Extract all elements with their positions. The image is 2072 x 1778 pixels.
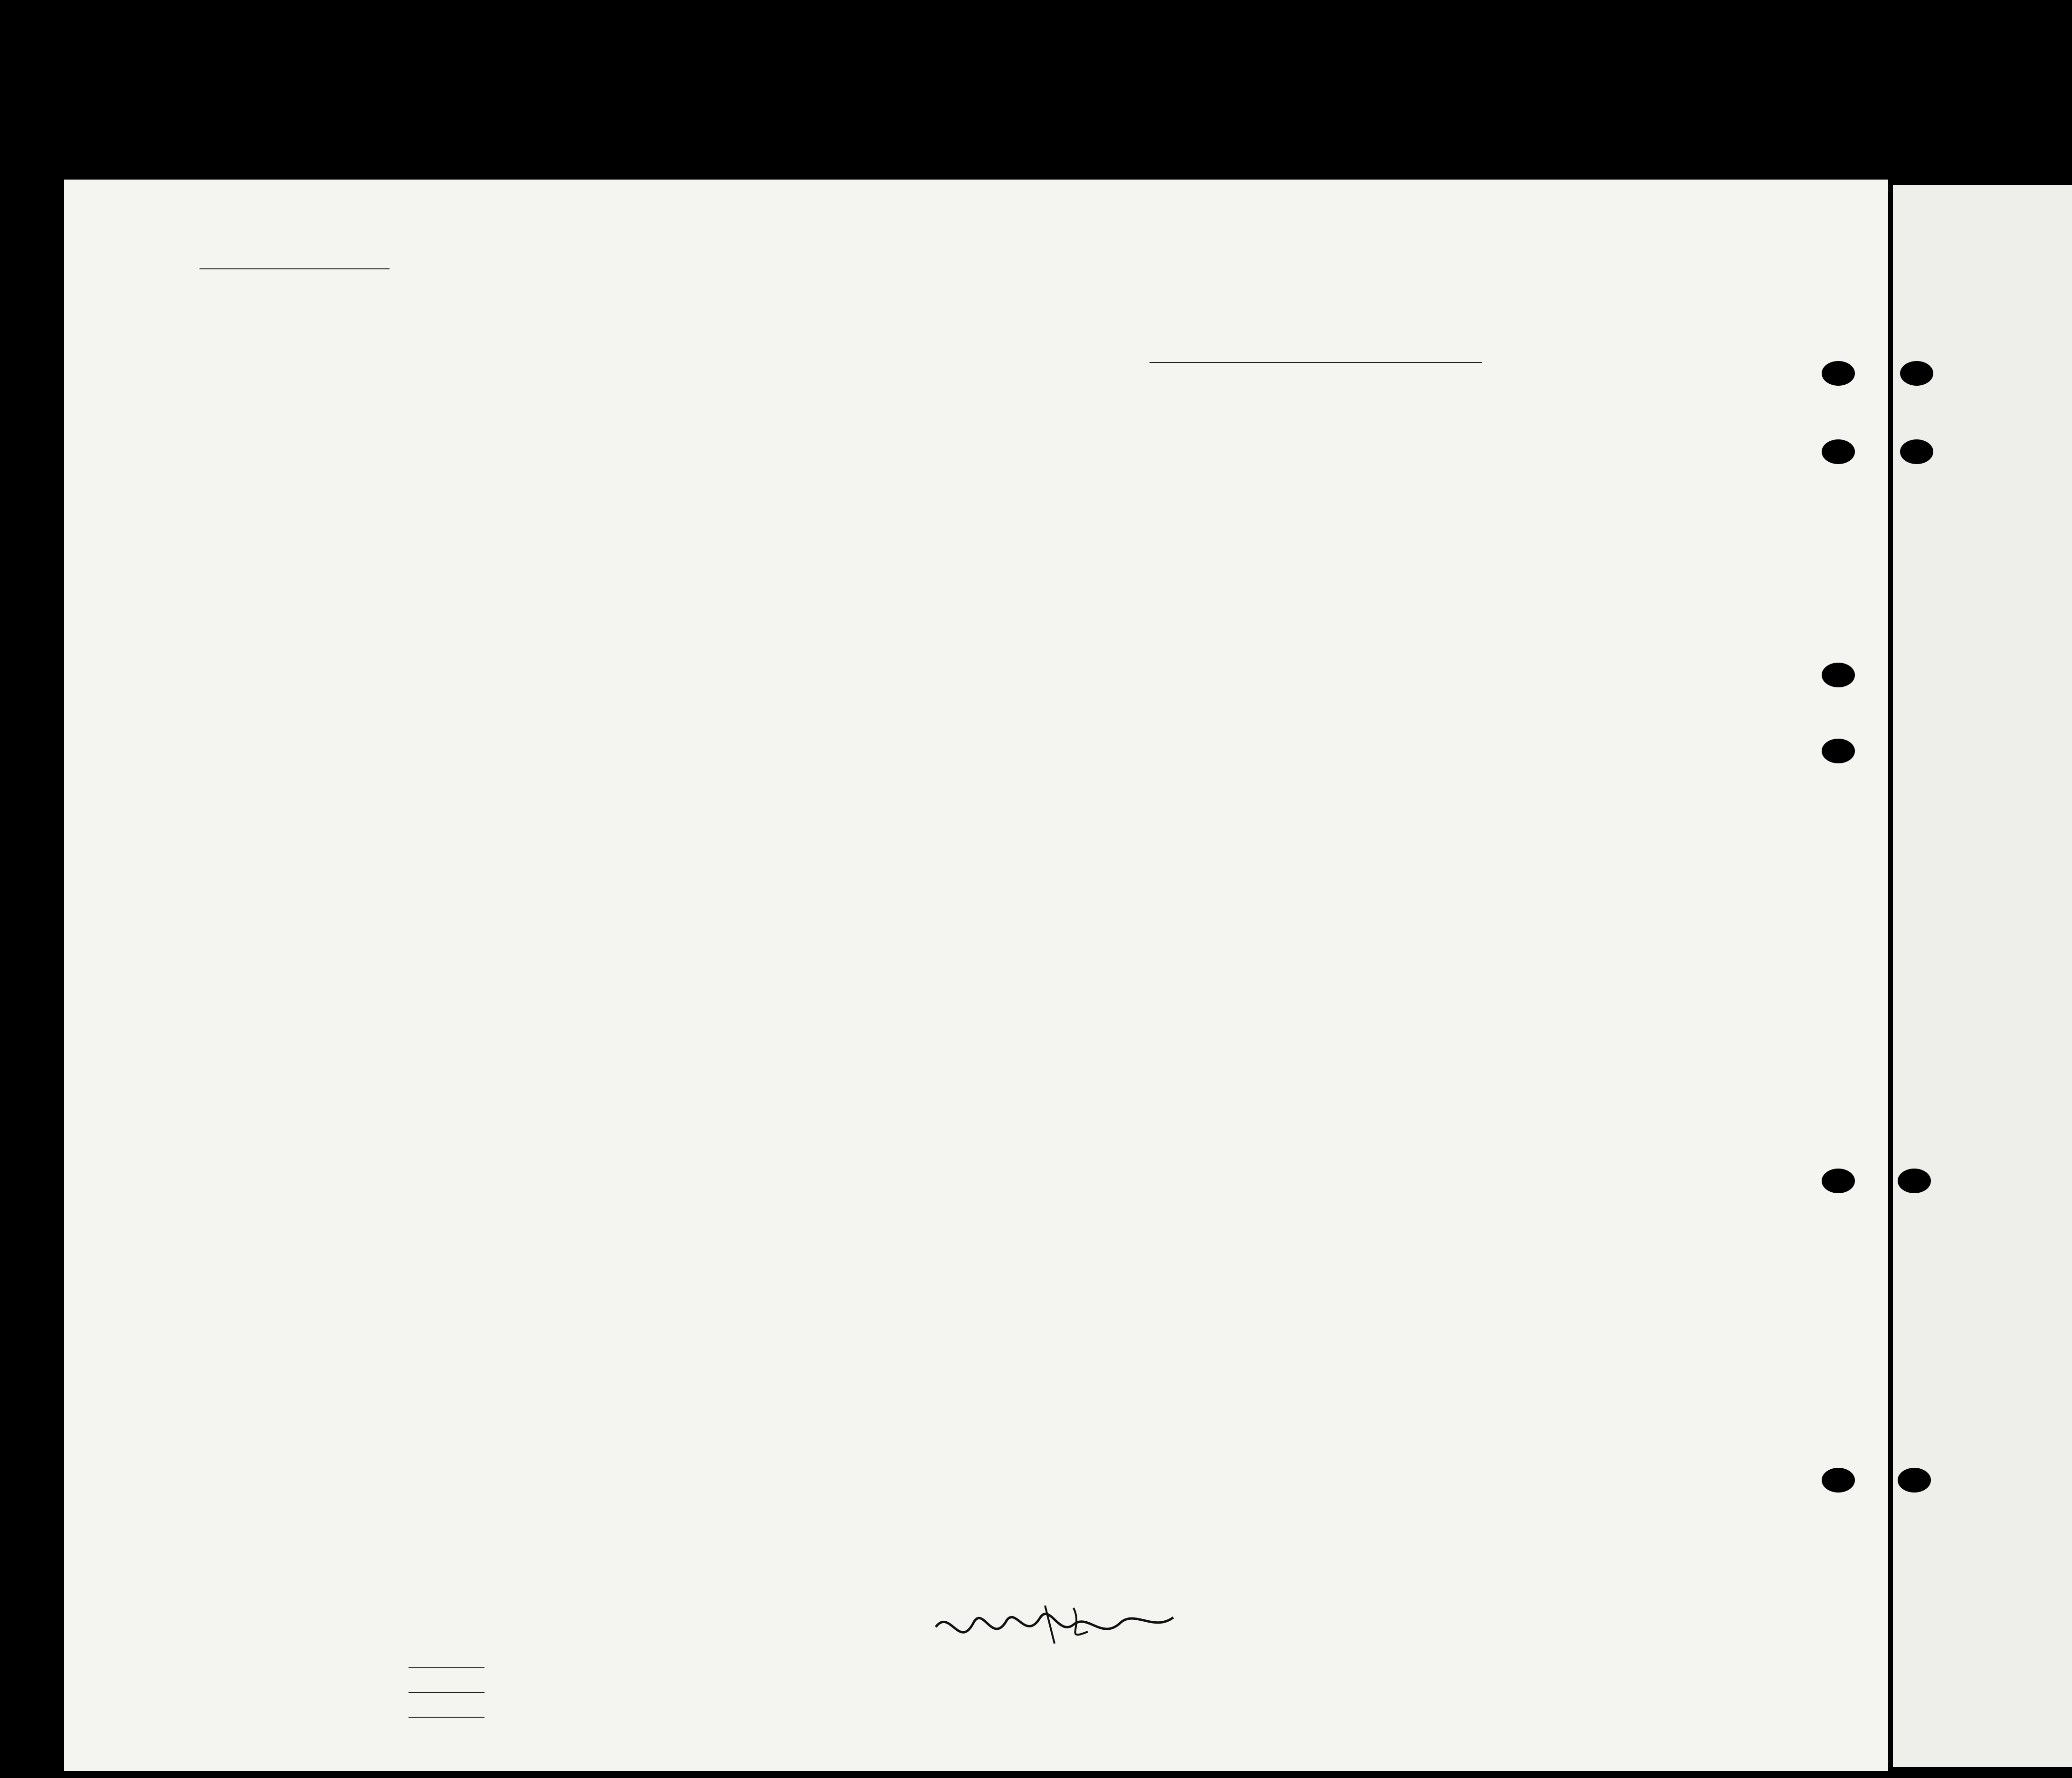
punch-hole (1898, 1169, 1931, 1193)
punch-hole (1822, 1468, 1855, 1493)
ship-underline (1150, 362, 1482, 363)
total-rule (409, 1667, 485, 1668)
form-meta (157, 182, 302, 198)
aliens-rule (409, 1717, 485, 1718)
manifest-sheet (64, 180, 1888, 1771)
inspector-signature (931, 1598, 1178, 1660)
punch-hole (1900, 361, 1933, 386)
punch-hole (1900, 439, 1933, 464)
punch-hole (1822, 1169, 1855, 1193)
punch-hole (1822, 439, 1855, 464)
punch-hole (1822, 663, 1855, 687)
punch-hole (1898, 1468, 1931, 1493)
punch-hole (1822, 361, 1855, 386)
citizens-rule (409, 1692, 485, 1693)
ship-line (508, 333, 765, 364)
punch-hole (1822, 739, 1855, 763)
list-underline (200, 268, 390, 269)
adjacent-sheet (1893, 185, 2072, 1767)
